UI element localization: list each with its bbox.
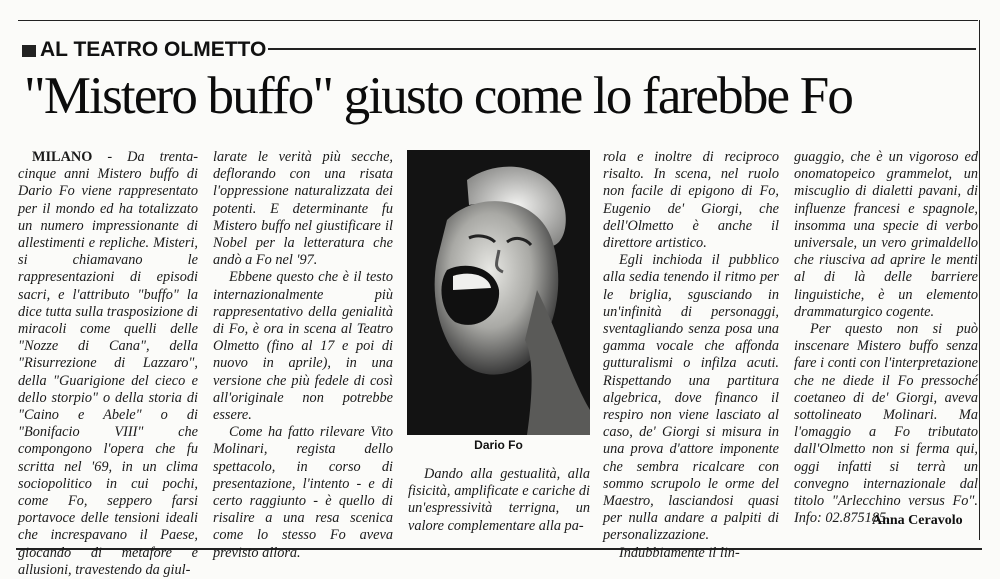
photo-caption: Dario Fo (474, 438, 523, 452)
column-1-text: - Da trenta-cinque anni Mistero buffo di Dario Fo viene rappresentato per il mondo ed ha totalizzato un numero impressionante di allestimenti e repliche. Misteri, si chiamavano le rappresentazioni di episodi sacri, e l'attributo "buffo" la dice tutta sulla trasposizione di miracoli come quelli delle "Nozze di Cana", della "Risurrezione di Lazzaro", della "Guarigione del cieco e dello storpio" o della storia di "Caino e Abele" o di "Bonifacio VIII" che compongono l'opera che fu scritta nel '69, in un clima sociopolitico in cui pochi, come Fo, seppero farsi portavoce delle tensioni ideali che increspavano il Paese, giocando di metafore e allusioni, travestendo da giul- (18, 149, 198, 578)
column-2-paragraph: larate le verità più secche, deflorando con una risata l'oppressione naturalizzata dei potenti. E determinante fu Mistero buffo nel giustificare il Nobel per la letteratura che andò a Fo nel '97. (213, 149, 393, 269)
column-2-paragraph: Come ha fatto rilevare Vito Molinari, regista dello spettacolo, in corso di presentazione, l'intento - e di certo raggiunto - è quello di risalire a una resa scenica come lo stesso Fo aveva previsto allora. (213, 424, 393, 561)
column-3-paragraph: Egli inchioda il pubblico alla sedia tenendo il ritmo per le briglia, sgusciando in un'infinità di personaggi, sventagliando senza posa una gamma vocale che affonda gutturalismi o infilza acuti. Rispettando una partitura algebrica, dove financo il respiro non viene lasciato al caso, de' Giorgi si misura in una prova d'attore imponente che sembra ricalcare con sommo scrupolo le orme del Maestro, lasciandosi quasi per nulla andare a palpiti di personalizzazione. (603, 252, 779, 544)
kicker: AL TEATRO OLMETTO (40, 38, 267, 61)
portrait-photo-image (407, 150, 590, 435)
top-rule (18, 20, 978, 21)
column-3 (603, 149, 779, 562)
column-3-paragraph: Indubbiamente il lin- (619, 544, 740, 561)
column-3-paragraph: rola e inoltre di reciproco risalto. In scena, nel ruolo non facile di epigono di Fo, Eugenio de' Giorgi, che dell'Olmetto è anche il direttore artistico. (603, 149, 779, 252)
column-under-photo-paragraph: Dando alla gestualità, alla fisicità, amplificate e cariche di un'espressività terrigna, un valore complementare alla pa- (408, 466, 590, 534)
kicker-marker (22, 45, 36, 57)
column-4-paragraph: guaggio, che è un vigoroso ed onomatopeico grammelot, un miscuglio di dialetti pavani, di influenze francesi e spagnole, insomma una specie di verbo universale, un vero grimaldello che riusciva ad aprire le menti al di là delle barriere linguistiche, è un elemento drammaturgico cogente. (794, 149, 978, 320)
column-4-paragraph: Per questo non si può inscenare Mistero buffo senza fare i conti con l'interpretazione che ne diede il Fo pressoché coetaneo di de' Giorgi, aveva sottolineato Molinari. Ma l'omaggio a Fo tributato dall'Olmetto non si ferma qui, oggi infatti si terrà un convegno internazionale dal titolo "Arlecchino versus Fo". Info: 02.875185. (794, 321, 978, 527)
kicker-rule (268, 48, 976, 50)
author-signature: Anna Ceravolo (872, 513, 963, 528)
column-1 (18, 149, 198, 579)
dateline: MILANO (32, 149, 93, 165)
column-2 (213, 149, 393, 562)
headline: "Mistero buffo" giusto come lo farebbe Fo (24, 67, 853, 125)
portrait-photo (407, 150, 590, 435)
column-2-paragraph: Ebbene questo che è il testo internazionalmente più rappresentativo della genialità di Fo, è ora in scena al Teatro Olmetto (fino al 17 e poi di nuovo in aprile), in una versione che più fedele di così all'originale non potrebbe essere. (213, 269, 393, 424)
column-under-photo (408, 466, 590, 535)
column-4 (794, 149, 978, 527)
